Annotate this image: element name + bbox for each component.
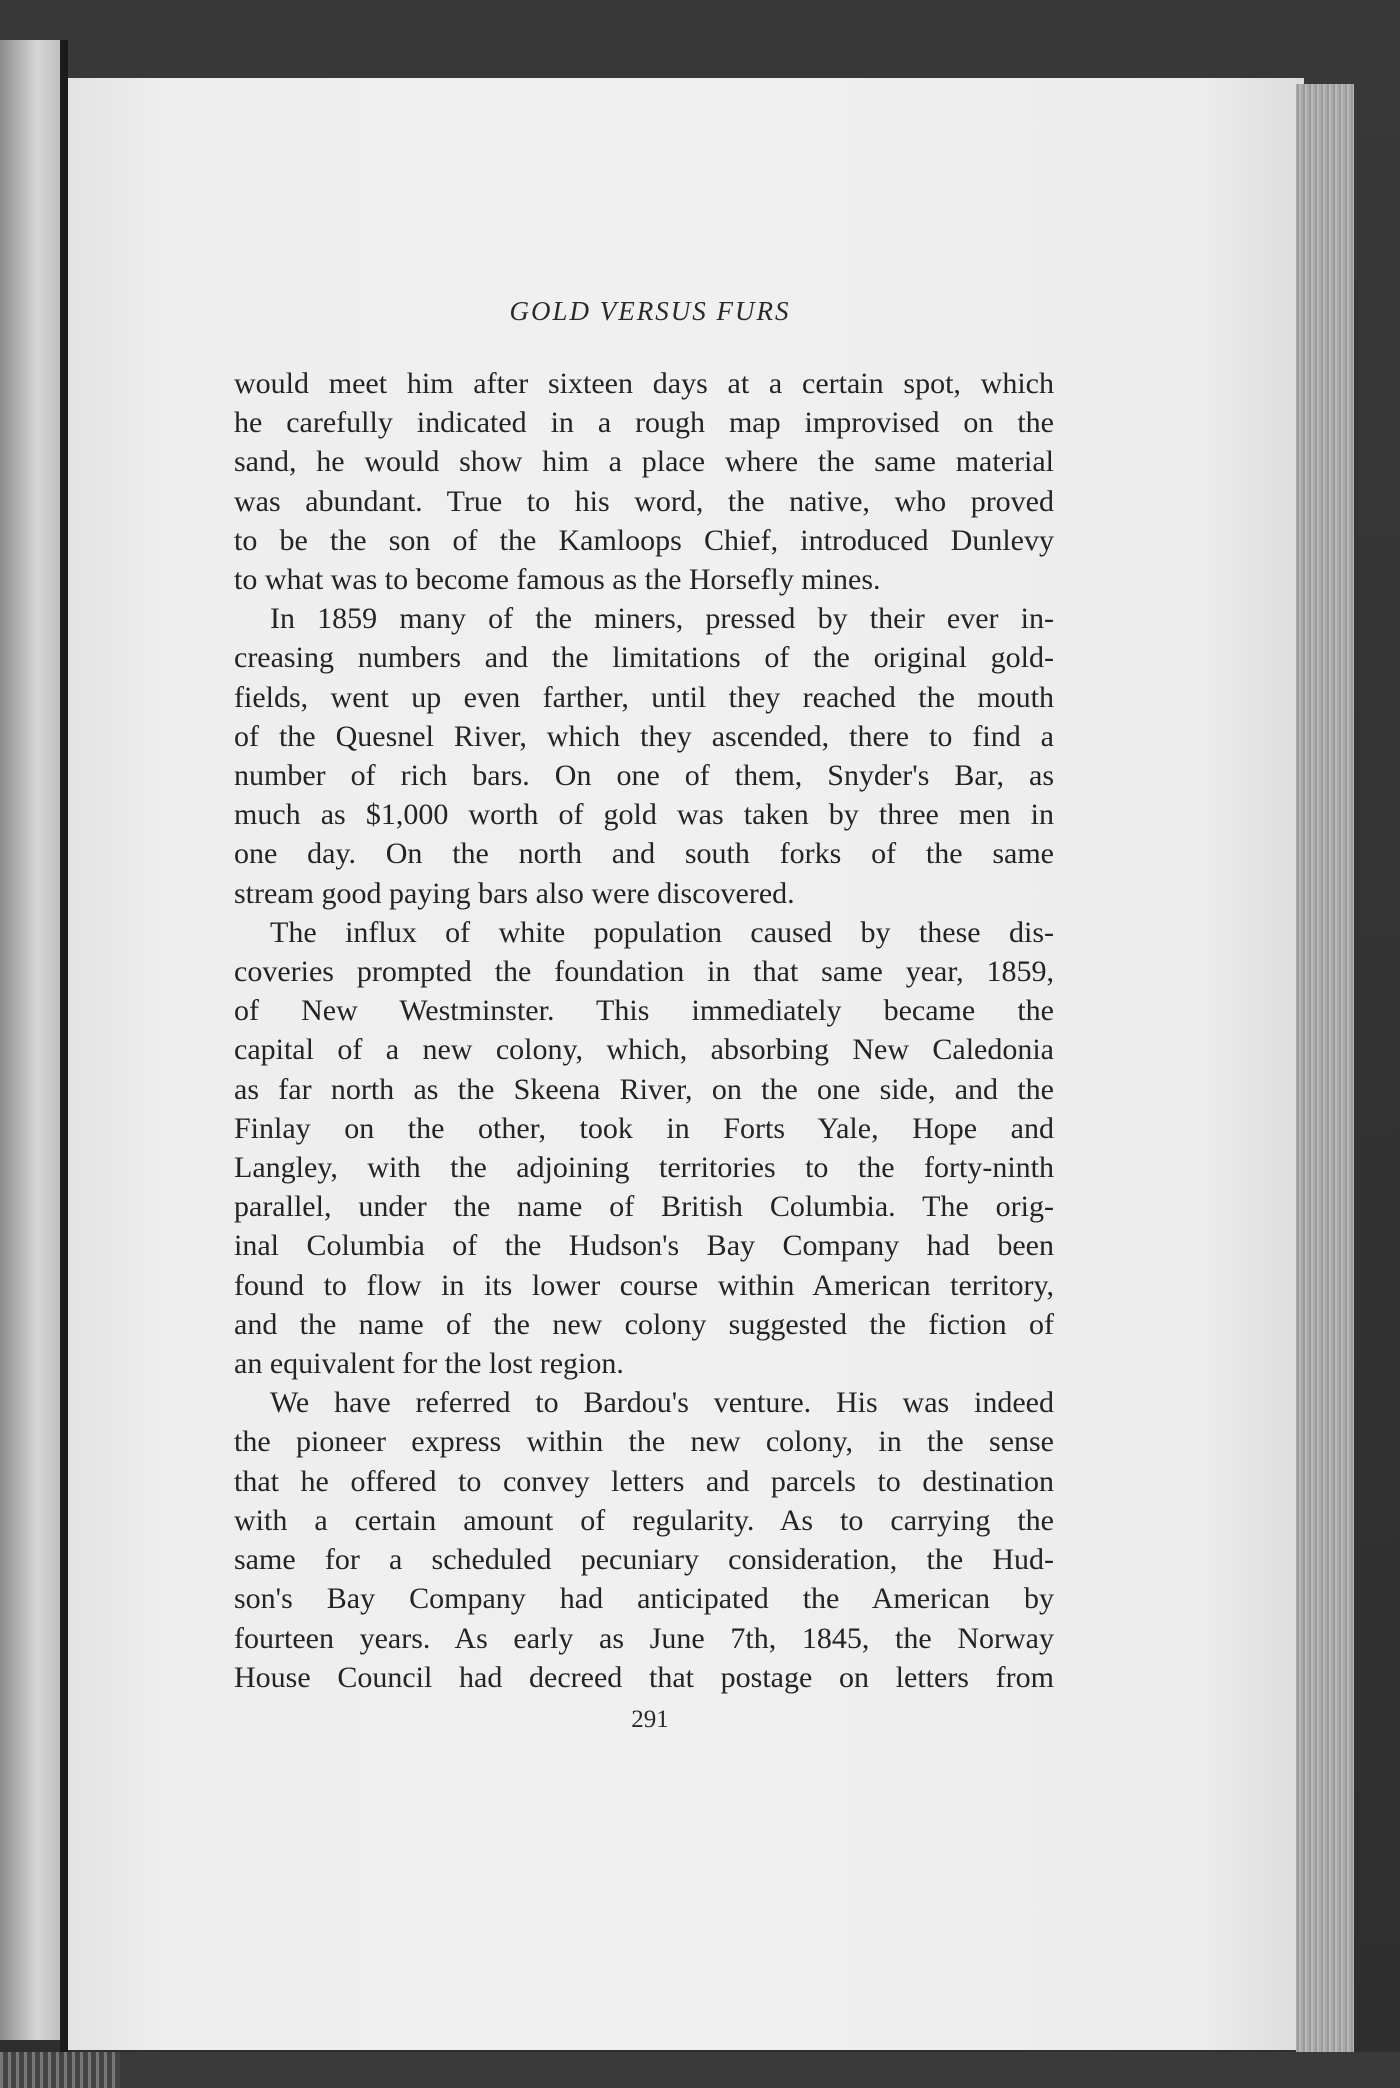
text-line: and the name of the new colony suggested the fiction of (234, 1307, 1054, 1341)
text-line: he carefully indicated in a rough map improvised on the (234, 406, 1054, 440)
text-line: parallel, under the name of British Columbia. The orig- (234, 1190, 1054, 1224)
text-line: sand, he would show him a place where the same material (234, 445, 1054, 479)
text-line: the pioneer express within the new colony, in the sense (234, 1425, 1054, 1459)
text-line: same for a scheduled pecuniary consideration, the Hud- (234, 1543, 1054, 1577)
text-line: Finlay on the other, took in Forts Yale, Hope and (234, 1111, 1054, 1145)
text-line: one day. On the north and south forks of the same (234, 837, 1054, 871)
text-line: much as $1,000 worth of gold was taken by three men in (234, 798, 1054, 832)
text-line: would meet him after sixteen days at a certain spot, which (234, 367, 1054, 400)
text-line: an equivalent for the lost region. (234, 1347, 624, 1381)
text-line: number of rich bars. On one of them, Snyder's Bar, as (234, 759, 1054, 793)
text-line: capital of a new colony, which, absorbing New Caledonia (234, 1033, 1054, 1067)
paragraph (234, 364, 1054, 599)
paragraph (234, 599, 1054, 913)
text-line: son's Bay Company had anticipated the American by (234, 1582, 1054, 1616)
text-line: The influx of white population caused by these dis- (270, 915, 1054, 949)
text-line: was abundant. True to his word, the native, who proved (234, 484, 1054, 518)
text-line: fourteen years. As early as June 7th, 1845, the Norway (234, 1621, 1054, 1655)
text-line: creasing numbers and the limitations of the original gold- (234, 641, 1054, 675)
body-text (234, 364, 1054, 1697)
text-line: of the Quesnel River, which they ascended, there to find a (234, 719, 1054, 753)
text-line: fields, went up even farther, until they reached the mouth (234, 680, 1054, 714)
scan-bottom-edge (0, 2052, 1400, 2088)
page-number: 291 (631, 1706, 669, 1733)
text-line: with a certain amount of regularity. As to carrying the (234, 1503, 1054, 1537)
text-line: found to flow in its lower course within American territory, (234, 1268, 1054, 1302)
page-block-edge (1296, 84, 1354, 2054)
text-line: stream good paying bars also were discovered. (234, 876, 795, 910)
paragraph (234, 913, 1054, 1383)
text-line: that he offered to convey letters and parcels to destination (234, 1464, 1054, 1498)
text-line: inal Columbia of the Hudson's Bay Company had been (234, 1229, 1054, 1263)
text-line: coveries prompted the foundation in that same year, 1859, (234, 955, 1054, 989)
text-line: of New Westminster. This immediately became the (234, 994, 1054, 1028)
text-line: to be the son of the Kamloops Chief, introduced Dunlevy (234, 523, 1054, 557)
text-line: as far north as the Skeena River, on the one side, and the (234, 1072, 1054, 1106)
running-head: GOLD VERSUS FURS (509, 296, 791, 326)
paragraph (234, 1383, 1054, 1697)
text-line: We have referred to Bardou's venture. His was indeed (270, 1386, 1054, 1420)
text-line: to what was to become famous as the Horsefly mines. (234, 563, 881, 597)
book-gutter (60, 40, 68, 2060)
text-line: In 1859 many of the miners, pressed by their ever in- (270, 602, 1054, 636)
text-line: Langley, with the adjoining territories to the forty-ninth (234, 1151, 1054, 1185)
facing-page-edge (0, 40, 62, 2040)
text-line: House Council had decreed that postage on letters from (234, 1660, 1054, 1694)
